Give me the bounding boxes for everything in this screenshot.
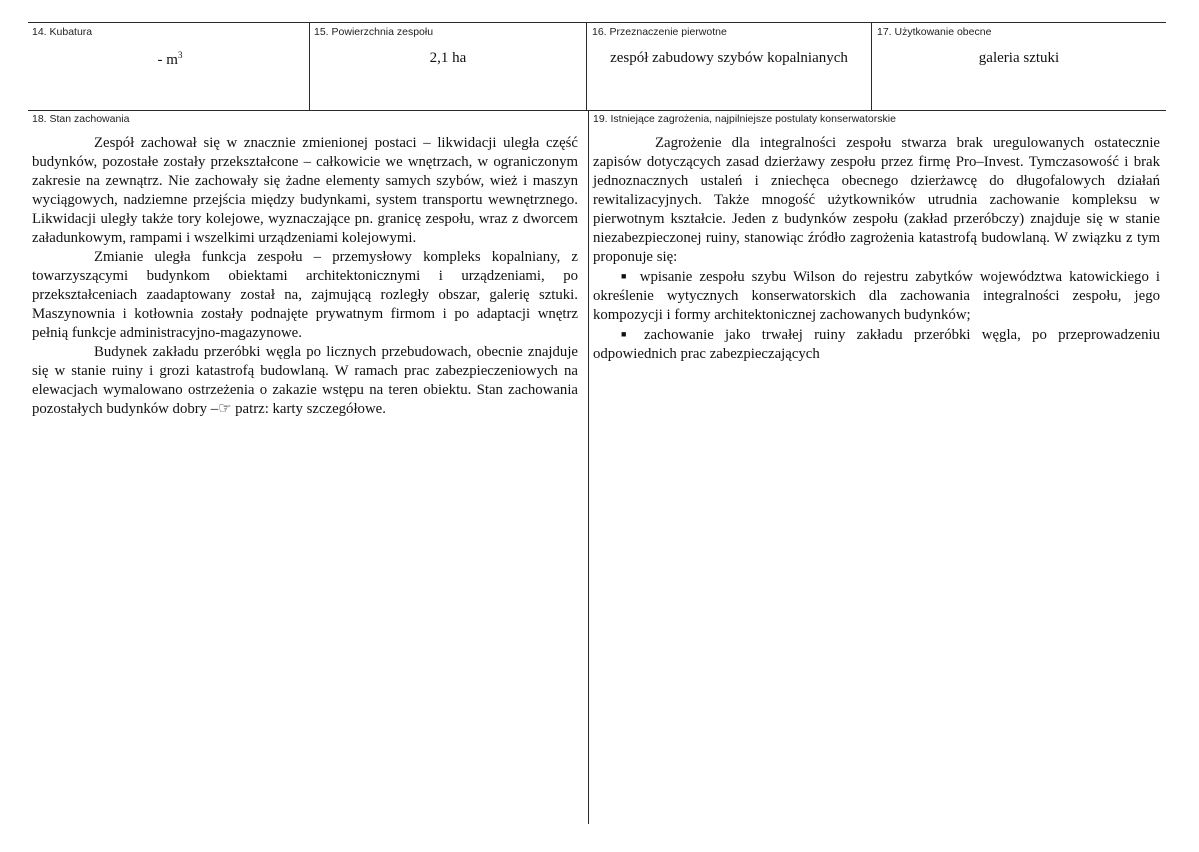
kubatura-value-text: - m [157, 52, 178, 68]
zagrozenia-text [593, 134, 1160, 364]
top-border-line [28, 22, 1166, 23]
przeznaczenie-value: zespół zabudowy szybów kopalnianych [610, 50, 848, 66]
stan-zachowania-text [32, 134, 578, 419]
section-divider-18-19 [588, 110, 589, 824]
zagrozenia-label: 19. Istniejące zagrożenia, najpilniejsze postulaty konserwatorskie [593, 113, 896, 125]
zagrozenia-bullet-item [593, 267, 1160, 325]
stan-paragraph: Zespół zachował się w znacznie zmienionej postaci – likwidacji uległa część budynków, pozostałe zostały przekształcone – całkowicie we wnętrzach, w ograniczonym zakresie na zewnątrz. Nie zachowały się żadne elementy samych szybów, wież i maszyn wyciągowych, nadziemne przejścia między budynkami, system transportu wewnętrznego. Likwidacji uległy także tory kolejowe, wyznaczające pn. granicę zespołu, wraz z dworcem załadunkowym, rampami i wszelkimi urządzeniami kolejowymi. [32, 135, 578, 246]
kubatura-label: 14. Kubatura [32, 26, 93, 38]
row-divider-line [28, 110, 1166, 111]
square-bullet-icon: ■ [621, 271, 630, 281]
stan-zachowania-label: 18. Stan zachowania [32, 113, 130, 125]
stan-paragraph: Zmianie uległa funkcja zespołu – przemysłowy kompleks kopalniany, z towarzyszącymi budynkom obiektami architektonicznymi i urządzeniami, po przekształceniach zaadaptowany został na, zajmującą rozległy obszar, galerię sztuki. Maszynownia i kotłownia zostały podnajęte prywatnym firmom i po adaptacji wnętrz pełnią funkcje administracyjno-magazynowe. [32, 249, 578, 341]
powierzchnia-value: 2,1 ha [429, 50, 467, 66]
stan-paragraph: Budynek zakładu przeróbki węgla po licznych przebudowach, obecnie znajduje się w stanie ruiny i grozi katastrofą budowlaną. W ramach prac zabezpieczeniowych na elewacjach wymalowano ostrzeżenia o zakazie wstępu na teren obiektu. Stan zachowania pozostałych budynków dobry –☞ patrz: karty szczegółowe. [32, 344, 578, 417]
powierzchnia-label: 15. Powierzchnia zespołu [314, 26, 434, 38]
zagrozenia-bullet-text: zachowanie jako trwałej ruiny zakładu przeróbki węgla, po przeprowadzeniu odpowiednich prac zabezpieczających [593, 327, 1160, 362]
kubatura-value-exponent: 3 [177, 50, 183, 60]
uzytkowanie-value: galeria sztuki [978, 50, 1060, 66]
zagrozenia-bullet-item [593, 325, 1160, 364]
zagrozenia-bullet-text: wpisanie zespołu szybu Wilson do rejestru zabytków województwa katowickiego i określenie wytycznych konserwatorskich dla zachowania integralności zespołu, jego kompozycji i formy architektonicznej zachowanych budynków; [593, 269, 1160, 323]
zagrozenia-intro: Zagrożenie dla integralności zespołu stwarza brak uregulowanych ostatecznie zapisów dotyczących zasad dzierżawy zespołu przez firmę Pro–Invest. Tymczasowość i brak jednoznacznych ustaleń i zniechęca obecnego dzierżawcę do długofalowych działań rewitalizacyjnych. Także mnogość użytkowników utrudnia zachowanie kompleksu w pierwotnym kształcie. Jeden z budynków zespołu (zakład przeróbczy) znajduje się w stanie niezabezpieczonej ruiny, stanowiąc źródło zagrożenia katastrofą budowlaną. W związku z tym proponuje się: [593, 135, 1160, 265]
uzytkowanie-label: 17. Użytkowanie obecne [877, 26, 992, 38]
kubatura-value [120, 50, 220, 69]
square-bullet-icon: ■ [621, 329, 634, 339]
przeznaczenie-label: 16. Przeznaczenie pierwotne [592, 26, 727, 38]
